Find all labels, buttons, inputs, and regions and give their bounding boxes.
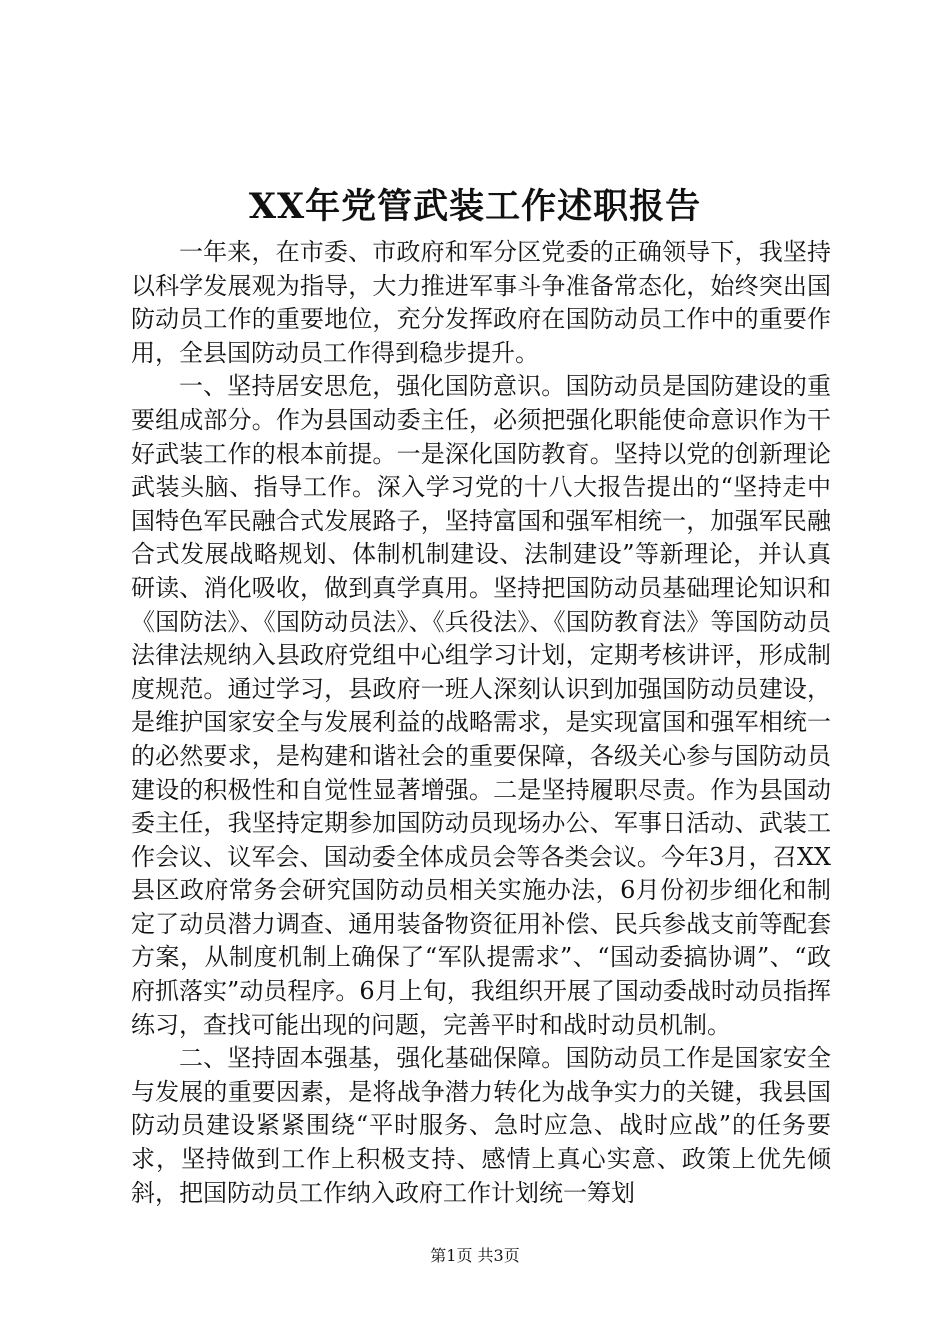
paragraph-section-one: 一、坚持居安思危，强化国防意识。国防动员是国防建设的重要组成部分。作为县国动委主任，必须把强化职能使命意识作为干好武装工作的根本前提。一是深化国防教育。坚持以党的创新理论武装头脑、指导工作。深入学习党的十八大报告提出的“坚持走中国特色军民融合式发展路子，坚持富国和强军相统一，加强军民融合式发展战略规划、体制机制建设、法制建设”等新理论，并认真研读、消化吸收，做到真学真用。坚持把国防动员基础理论知识和《国防法》、《国防动员法》、《兵役法》、《国防教育法》等国防动员法律法规纳入县政府党组中心组学习计划，定期考核讲评，形成制度规范。通过学习，县政府一班人深刻认识到加强国防动员建设，是维护国家安全与发展利益的战略需求，是实现富国和强军相统一的必然要求，是构建和谐社会的重要保障，各级关心参与国防动员建设的积极性和自觉性显著增强。二是坚持履职尽责。作为县国动委主任，我坚持定期参加国防动员现场办公、军事日活动、武装工作会议、议军会、国动委全体成员会等各类会议。今年3月，召XX县区政府常务会研究国防动员相关实施办法，6月份初步细化和制定了动员潜力调查、通用装备物资征用补偿、民兵参战支前等配套方案，从制度机制上确保了“军队提需求”、“国动委搞协调”、“政府抓落实”动员程序。6月上旬，我组织开展了国动委战时动员指挥练习，查找可能出现的问题，完善平时和战时动员机制。 [131, 372, 831, 1039]
paragraph-intro: 一年来，在市委、市政府和军分区党委的正确领导下，我坚持以科学发展观为指导，大力推进军事斗争准备常态化，始终突出国防动员工作的重要地位，充分发挥政府在国防动员工作中的重要作用，全县国防动员工作得到稳步提升。 [131, 238, 831, 367]
page-footer: 第1页 共3页 [430, 1246, 520, 1265]
document-body [131, 236, 831, 1210]
paragraph-section-two: 二、坚持固本强基，强化基础保障。国防动员工作是国家安全与发展的重要因素，是将战争潜力转化为战争实力的关键，我县国防动员建设紧紧围绕“平时服务、急时应急、战时应战”的任务要求，坚持做到工作上积极支持、感情上真心实意、政策上优先倾斜，把国防动员工作纳入政府工作计划统一筹划 [131, 1044, 831, 1207]
document-title: XX年党管武装工作述职报告 [248, 186, 702, 227]
